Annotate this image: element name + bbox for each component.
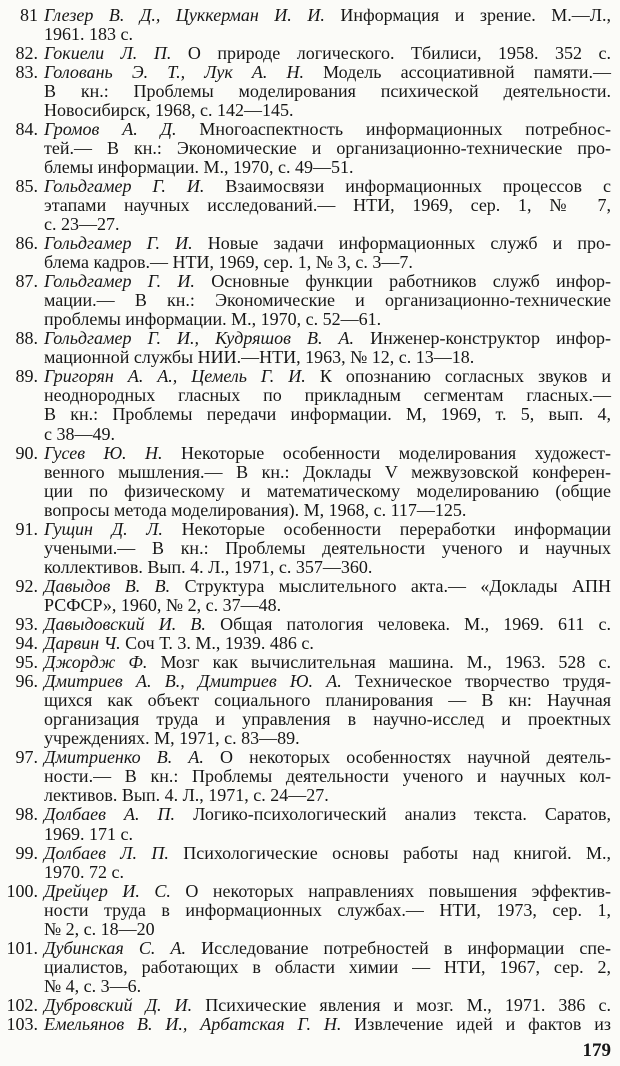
entry-author: Давыдов В. В. bbox=[44, 576, 171, 596]
entry-number: 102. bbox=[6, 995, 38, 1015]
entry-line: РСФСР», 1960, № 2, с. 37—48. bbox=[44, 595, 282, 615]
entry-author: Гольдгамер Г. И., Кудряшов В. А. bbox=[44, 329, 355, 349]
entry-number: 83. bbox=[15, 62, 38, 82]
entry-line: В кн.: Проблемы моделирования психической деятельности. bbox=[44, 81, 611, 101]
entry-title: Психологические основы работы над книгой. М., bbox=[183, 843, 611, 863]
entry-title: К опознанию согласных звуков и bbox=[319, 367, 611, 387]
entry-title: Исследование потребностей в информации спе- bbox=[201, 938, 611, 958]
bibliography-entry bbox=[0, 615, 620, 634]
entry-number: 99. bbox=[15, 843, 38, 863]
entry-first-line bbox=[44, 329, 611, 348]
entry-first-line bbox=[44, 444, 611, 463]
bibliography-entry bbox=[0, 6, 620, 44]
entry-first-line bbox=[44, 1015, 611, 1034]
entry-first-line bbox=[44, 520, 611, 539]
entry-number: 90. bbox=[15, 443, 38, 463]
entry-title: Некоторые особенности переработки информации bbox=[181, 519, 612, 539]
entry-title: Новые задачи информационных служб и про- bbox=[207, 234, 612, 254]
entry-line: № 2, с. 18—20 bbox=[44, 919, 155, 939]
entry-number: 85. bbox=[15, 176, 38, 196]
entry-line: мации.— В кн.: Экономические и организационно-технические bbox=[44, 291, 611, 311]
entry-author: Гусев Ю. Н. bbox=[44, 443, 163, 463]
entry-line: венного мышления.— В кн.: Доклады V межвузовской конферен- bbox=[44, 462, 611, 482]
bibliography-entry bbox=[0, 234, 620, 272]
entry-title: Логико-психологический анализ текста. Саратов, bbox=[193, 805, 612, 825]
entry-title: О некоторых особенностях научной деятель- bbox=[220, 748, 612, 768]
entry-title: Основные функции работников служб инфор- bbox=[211, 272, 612, 292]
entry-title: Многоаспектность информационных потребнос- bbox=[199, 119, 611, 139]
bibliography-entry bbox=[0, 520, 620, 577]
entry-line: циалистов, работающих в области химии — НТИ, 1967, сер. 2, bbox=[44, 957, 611, 977]
entry-title: Некоторые особенности моделирования художест- bbox=[180, 443, 612, 463]
entry-author: Глезер В. Д., Цуккерман И. И. bbox=[44, 5, 325, 25]
entry-line: мационной службы НИИ.—НТИ, 1963, № 12, с. 13—18. bbox=[44, 348, 475, 368]
entry-number: 95. bbox=[15, 653, 38, 673]
entry-line: щихся как объект социального планирования — В кн: Научная bbox=[44, 691, 611, 711]
entry-line: неоднородных гласных по прикладным сегментам гласных.— bbox=[44, 386, 611, 406]
entry-line: с 38—49. bbox=[44, 424, 115, 444]
entry-first-line bbox=[44, 805, 611, 824]
entry-line: ности труда в информационных службах.— НТИ, 1973, сер. 1, bbox=[44, 900, 611, 920]
entry-title: Структура мыслительного акта.— «Доклады АПН bbox=[184, 576, 612, 596]
entry-first-line bbox=[44, 44, 611, 63]
entry-number: 91. bbox=[15, 519, 38, 539]
bibliography-entry bbox=[0, 329, 620, 367]
bibliography-entry bbox=[0, 748, 620, 805]
entry-line: В кн.: Проблемы передачи информации. М, 1969, т. 5, вып. 4, bbox=[44, 405, 611, 425]
entry-author: Дубинская С. А. bbox=[44, 938, 186, 958]
entry-title: Мозг как вычислительная машина. М., 1963. 528 с. bbox=[160, 653, 611, 673]
entry-line: проблемы информации. М., 1970, с. 52—61. bbox=[44, 310, 382, 330]
entry-number: 89. bbox=[15, 367, 38, 387]
bibliography-entry bbox=[0, 996, 620, 1015]
entry-author: Долбаев Л. П. bbox=[44, 843, 169, 863]
entry-first-line bbox=[44, 120, 611, 139]
entry-line: вопросы метода моделирования). М, 1968, с. 117—125. bbox=[44, 500, 467, 520]
entry-first-line bbox=[44, 634, 611, 653]
entry-title: Общая патология человека. М., 1969. 611 с. bbox=[220, 615, 611, 634]
bibliography-entry bbox=[0, 653, 620, 672]
entry-number: 86. bbox=[15, 234, 38, 254]
entry-title: О природе логического. Тбилиси, 1958. 352 с. bbox=[187, 43, 612, 63]
entry-line: этапами научных исследований.— НТИ, 1969, сер. 1, № 7, bbox=[44, 195, 611, 215]
entry-author: Джордж Ф. bbox=[44, 653, 148, 673]
bibliography-entry bbox=[0, 272, 620, 329]
entry-line: организация труда и управления в научно-исслед и проектных bbox=[44, 710, 611, 730]
entry-first-line bbox=[44, 653, 611, 672]
entry-line: 1961. 183 с. bbox=[44, 24, 133, 44]
entry-author: Григорян А. А., Цемель Г. И. bbox=[44, 367, 306, 387]
entry-author: Дмитриенко В. А. bbox=[44, 748, 204, 768]
entry-number: 94. bbox=[15, 634, 38, 654]
bibliography-entry bbox=[0, 844, 620, 882]
entry-author: Дубровский Д. И. bbox=[44, 995, 193, 1015]
entry-first-line bbox=[44, 844, 611, 863]
entry-number: 97. bbox=[15, 748, 38, 768]
bibliography-entry bbox=[0, 634, 620, 653]
entry-first-line bbox=[44, 234, 611, 253]
entry-line: 1970. 72 с. bbox=[44, 862, 124, 882]
entry-line: учеными.— В кн.: Проблемы деятельности ученого и научных bbox=[44, 538, 611, 558]
entry-line: № 4, с. 3—6. bbox=[44, 976, 142, 996]
entry-first-line bbox=[44, 177, 611, 196]
bibliography-entry bbox=[0, 805, 620, 843]
entry-line: учреждениях. М, 1971, с. 83—89. bbox=[44, 729, 300, 749]
entry-title: Взаимосвязи информационных процессов с bbox=[225, 176, 612, 196]
entry-author: Гольдгамер Г. И. bbox=[44, 234, 193, 254]
entry-author: Дарвин Ч. bbox=[44, 634, 121, 654]
entry-first-line bbox=[44, 748, 611, 767]
entry-first-line bbox=[44, 939, 611, 958]
entry-first-line bbox=[44, 672, 611, 691]
entry-line: блемы информации. М., 1970, с. 49—51. bbox=[44, 157, 354, 177]
entry-number: 98. bbox=[15, 805, 38, 825]
entry-author: Емельянов В. И., Арбатская Г. Н. bbox=[44, 1014, 342, 1034]
entry-line: Новосибирск, 1968, с. 142—145. bbox=[44, 100, 294, 120]
bibliography-entry bbox=[0, 577, 620, 615]
entry-number: 87. bbox=[15, 272, 38, 292]
entry-author: Гольдгамер Г. И. bbox=[44, 176, 205, 196]
entry-first-line bbox=[44, 6, 611, 25]
entry-number: 100. bbox=[6, 881, 38, 901]
entry-number: 84. bbox=[15, 119, 38, 139]
entry-title: О некоторых направлениях повышения эффектив- bbox=[185, 881, 612, 901]
entry-number: 88. bbox=[15, 329, 38, 349]
entry-title: Инженер-конструктор инфор- bbox=[370, 329, 611, 349]
entry-line: с. 23—27. bbox=[44, 215, 120, 235]
bibliography-entry bbox=[0, 177, 620, 234]
entry-title: Соч Т. 3. М., 1939. 486 с. bbox=[125, 634, 314, 654]
entry-number: 101. bbox=[6, 938, 38, 958]
entry-author: Гокиели Л. П. bbox=[44, 43, 172, 63]
bibliography-entry bbox=[0, 63, 620, 120]
bibliography-entry bbox=[0, 444, 620, 520]
entry-line: коллективов. Вып. 4. Л., 1971, с. 357—360. bbox=[44, 557, 373, 577]
bibliography-entry bbox=[0, 1015, 620, 1034]
entry-author: Громов А. Д. bbox=[44, 119, 177, 139]
bibliography-entry bbox=[0, 367, 620, 443]
page-number: 179 bbox=[582, 1040, 611, 1061]
entry-number: 96. bbox=[15, 672, 38, 692]
entry-line: лективов. Вып. 4. Л., 1971, с. 24—27. bbox=[44, 786, 329, 806]
bibliography-entry bbox=[0, 939, 620, 996]
entry-number: 81 bbox=[20, 5, 38, 25]
entry-author: Долбаев А. П. bbox=[44, 805, 176, 825]
bibliography-entry bbox=[0, 44, 620, 63]
entry-author: Головань Э. Т., Лук А. Н. bbox=[44, 62, 304, 82]
entry-first-line bbox=[44, 996, 611, 1015]
entry-first-line bbox=[44, 577, 611, 596]
entry-title: Информация и зрение. М.—Л., bbox=[340, 5, 611, 25]
entry-author: Гущин Д. Л. bbox=[44, 519, 163, 539]
entry-number: 93. bbox=[15, 615, 38, 634]
entry-first-line bbox=[44, 615, 611, 634]
entry-number: 103. bbox=[6, 1014, 38, 1034]
entry-line: 1969. 171 с. bbox=[44, 824, 133, 844]
entry-line: ности.— В кн.: Проблемы деятельности ученого и научных кол- bbox=[44, 767, 611, 787]
entry-line: тей.— В кн.: Экономические и организационно-технические про- bbox=[44, 138, 611, 158]
entry-first-line bbox=[44, 882, 611, 901]
entry-title: Модель ассоциативной памяти.— bbox=[323, 62, 611, 82]
bibliography-list bbox=[0, 6, 620, 1035]
entry-first-line bbox=[44, 272, 611, 291]
entry-first-line bbox=[44, 367, 611, 386]
bibliography-entry bbox=[0, 120, 620, 177]
entry-author: Давыдовский И. В. bbox=[44, 615, 206, 634]
entry-author: Гольдгамер Г. И. bbox=[44, 272, 195, 292]
entry-title: Извлечение идей и фактов из bbox=[354, 1014, 611, 1034]
entry-line: блема кадров.— НТИ, 1969, сер. 1, № 3, с. 3—7. bbox=[44, 253, 413, 273]
entry-title: Техническое творчество трудя- bbox=[355, 672, 611, 692]
entry-author: Дрейцер И. С. bbox=[44, 881, 171, 901]
entry-number: 82. bbox=[15, 43, 38, 63]
bibliography-entry bbox=[0, 882, 620, 939]
entry-first-line bbox=[44, 63, 611, 82]
entry-title: Психические явления и мозг. М., 1971. 386 с. bbox=[205, 995, 612, 1015]
entry-author: Дмитриев А. В., Дмитриев Ю. А. bbox=[44, 672, 342, 692]
bibliography-entry bbox=[0, 672, 620, 748]
entry-number: 92. bbox=[15, 576, 38, 596]
entry-line: ции по физическому и математическому моделированию (общие bbox=[44, 481, 611, 501]
